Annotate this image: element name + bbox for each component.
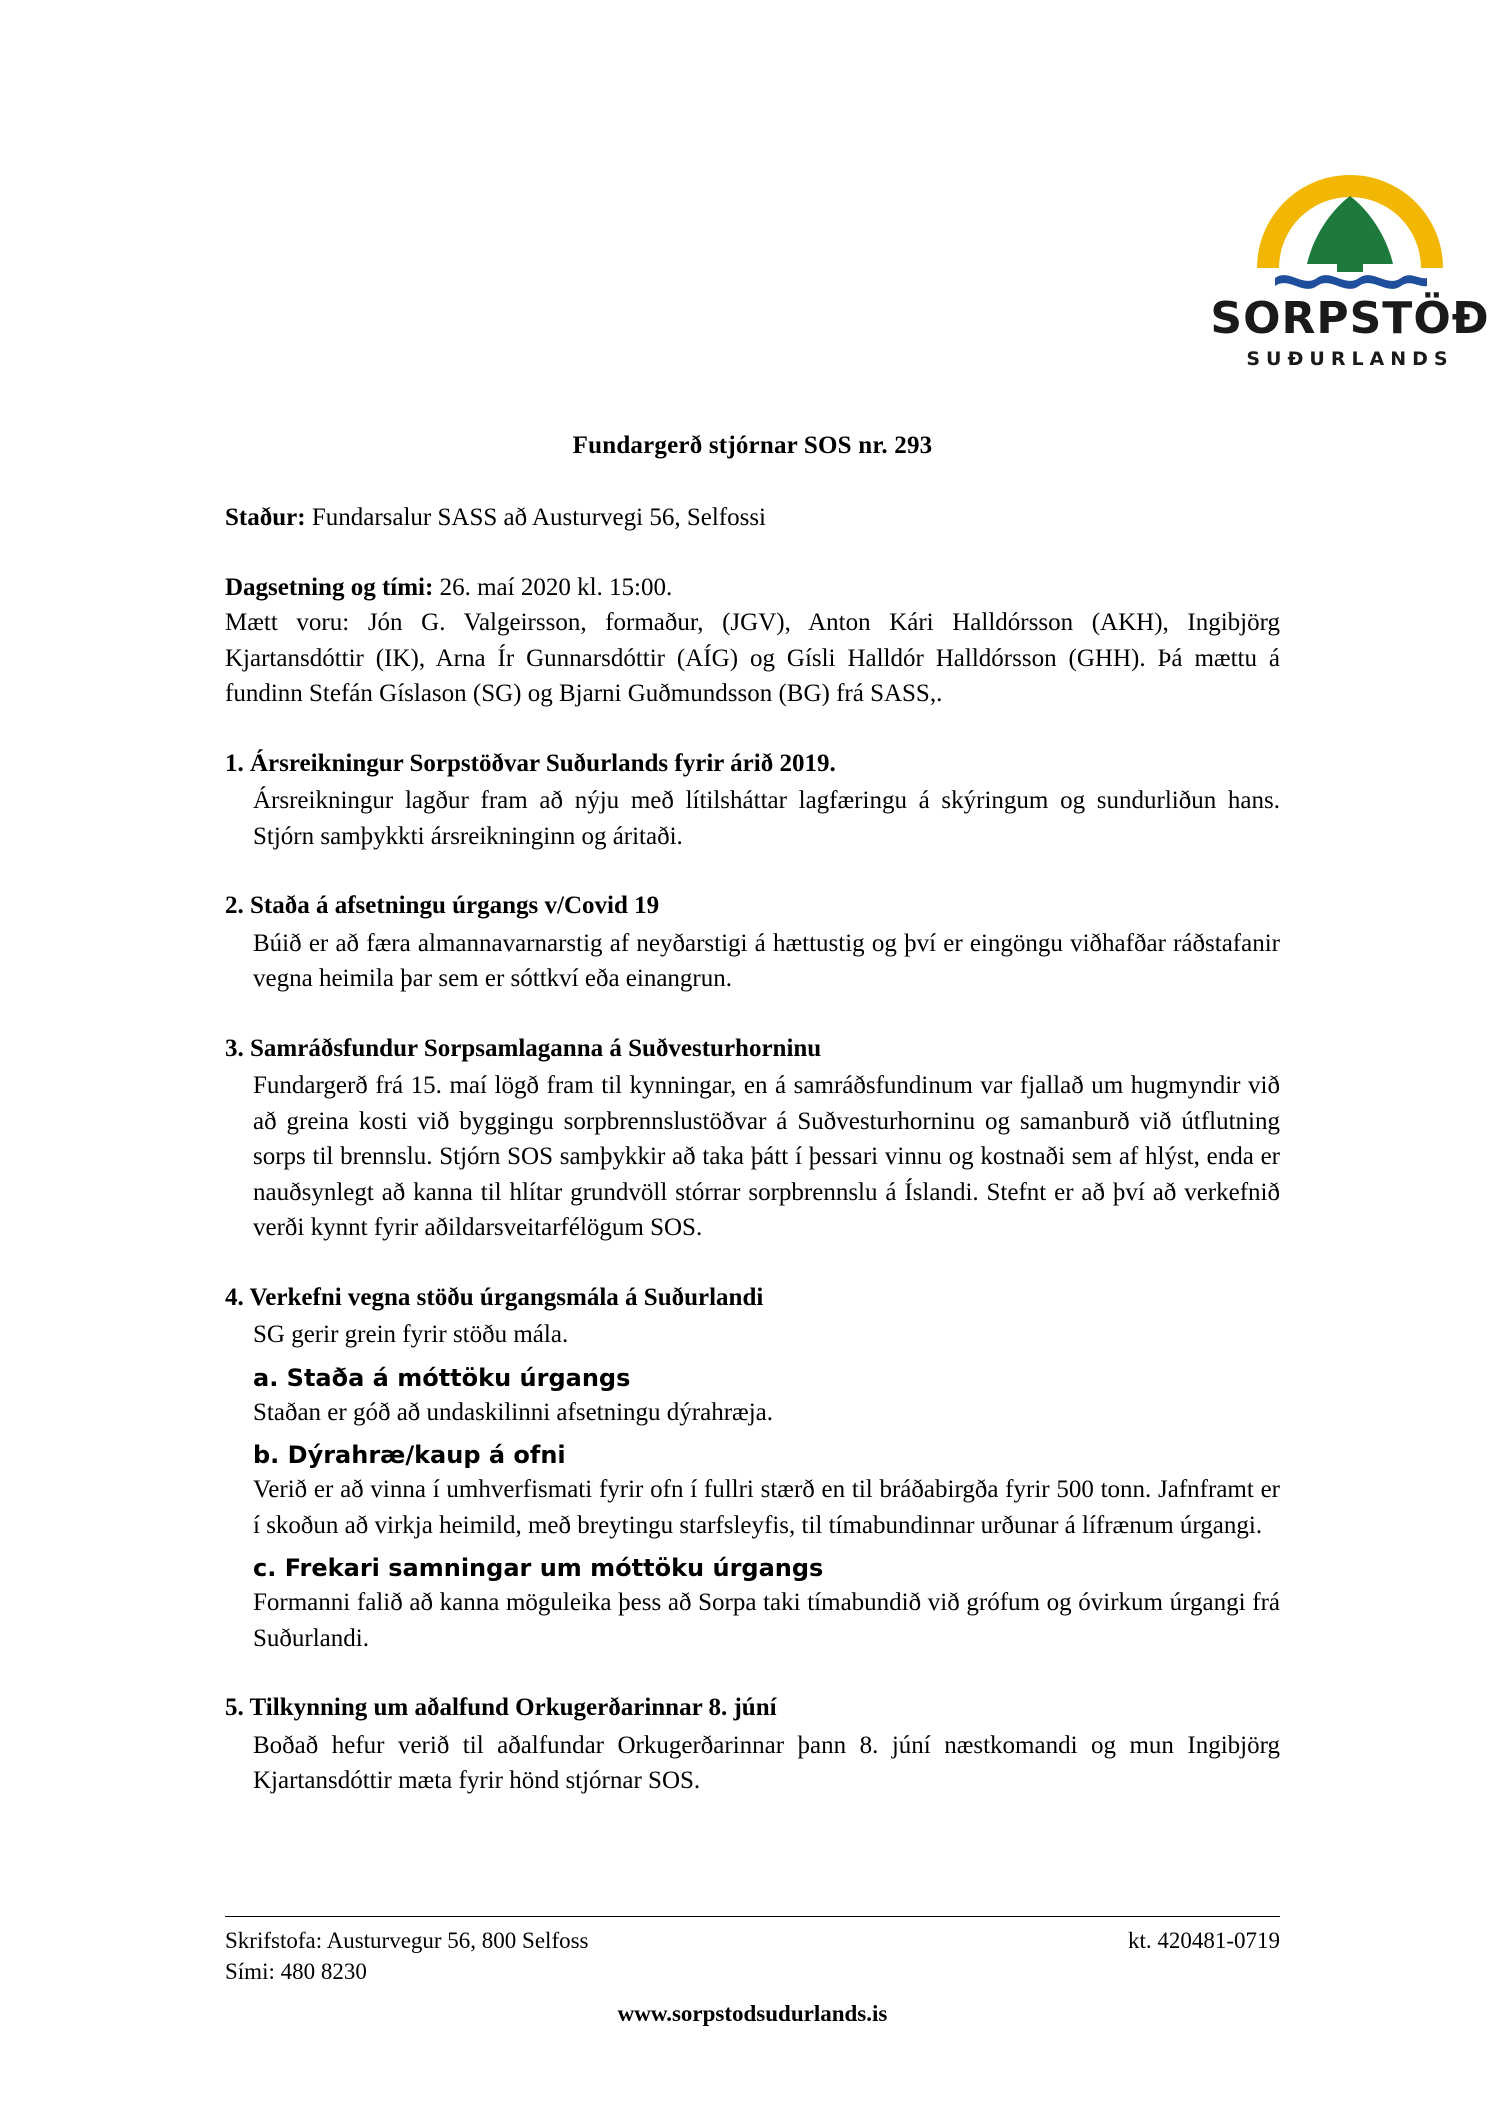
section-4 [225,1280,1280,1657]
section-4-heading: 4. Verkefni vegna stöðu úrgangsmála á Suðurlandi [225,1283,764,1311]
meeting-place-value: Fundarsalur SASS að Austurvegi 56, Selfossi [305,504,766,531]
footer-kt: kt. 420481-0719 [1127,1928,1280,1953]
document-content [225,0,1280,1799]
meeting-place-label: Staður: [225,504,306,531]
section-3-heading: 3. Samráðsfundur Sorpsamlaganna á Suðvesturhorninu [225,1034,822,1062]
page-title: Fundargerð stjórnar SOS nr. 293 [572,432,933,459]
section-5 [225,1690,1280,1799]
section-2 [225,888,1280,997]
section-4c-body: Formanni falið að kanna möguleika þess að Sorpa taki tímabundið við grófum og óvirkum úrgangi frá Suðurlandi. [253,1589,1280,1652]
meeting-date-label: Dagsetning og tími: [225,573,434,601]
section-2-body: Búið er að færa almannavarnarstig af neyðarstigi á hættustig og því er eingöngu viðhafðar ráðstafanir vegna heimila þar sem er sóttkví eða einangrun. [253,929,1280,992]
footer-office: Skrifstofa: Austurvegur 56, 800 Selfoss [225,1928,589,1953]
section-4a-heading: a. Staða á móttöku úrgangs [253,1363,631,1392]
section-3 [225,1031,1280,1246]
meeting-attendees: Mætt voru: Jón G. Valgeirsson, formaður, (JGV), Anton Kári Halldórsson (AKH), Ingibjörg Kjartansdóttir (IK), Arna Ír Gunnarsdóttir (AÍG) og Gísli Halldór Halldórsson (GHH). Þá mættu á fundinn Stefán Gíslason (SG) og Bjarni Guðmundsson (BG) frá SASS,. [225,609,1280,707]
footer-phone: Sími: 480 8230 [225,1959,367,1985]
footer-contact [225,1925,589,1987]
footer-website: www.sorpstodsudurlands.is [617,2001,888,2027]
section-5-heading: 5. Tilkynning um aðalfund Orkugerðarinnar 8. júní [225,1694,777,1722]
section-1-body: Ársreikningur lagður fram að nýju með lítilsháttar lagfæringu á skýringum og sundurliðun hans. Stjórn samþykkti ársreikninginn og áritaði. [253,787,1280,850]
section-1 [225,746,1280,855]
section-4c-heading: c. Frekari samningar um móttöku úrgangs [253,1554,824,1583]
section-1-heading: 1. Ársreikningur Sorpstöðvar Suðurlands fyrir árið 2019. [225,749,836,777]
section-5-body: Boðað hefur verið til aðalfundar Orkugerðarinnar þann 8. júní næstkomandi og mun Ingibjörg Kjartansdóttir mæta fyrir hönd stjórnar SOS. [253,1731,1280,1795]
section-3-body: Fundargerð frá 15. maí lögð fram til kynningar, en á samráðsfundinum var fjallað um hugmyndir við að greina kosti við byggingu sorpbrennslustöðvar á Suðvesturhorninu og samanburð við útflutning sorps til brennslu. Stjórn SOS samþykkir að taka þátt í þessari vinnu og kostnaði sem af hlýst, enda er nauðsynlegt að kanna til hlítar grundvöll stórrar sorpbrennslu á Íslandi. Stefnt er að því að verkefnið verði kynnt fyrir aðildarsveitarfélögum SOS. [253,1072,1280,1241]
section-2-heading: 2. Staða á afsetningu úrgangs v/Covid 19 [225,892,660,919]
meeting-date [225,570,1280,606]
footer-divider [225,1916,1280,1917]
page-footer [225,1916,1280,2027]
section-4-body: SG gerir grein fyrir stöðu mála. [253,1321,569,1348]
section-4b-body: Verið er að vinna í umhverfismati fyrir ofn í fullri stærð en til bráðabirgða fyrir 500 tonn. Jafnframt er í skoðun að virkja heimild, með breytingu starfsleyfis, til tímabundinnar urðunar á lífrænum úrgangi. [253,1476,1280,1539]
logo-subword: SUÐURLANDS [1246,348,1454,370]
meeting-place [225,500,1280,536]
logo-wordmark: SORPSTÖÐ [1210,293,1490,344]
meeting-date-value: 26. maí 2020 kl. 15:00. [433,573,673,601]
section-4b-heading: b. Dýrahræ/kaup á ofni [253,1441,566,1470]
section-4a-body: Staðan er góð að undaskilinni afsetningu dýrahræja. [253,1398,774,1426]
